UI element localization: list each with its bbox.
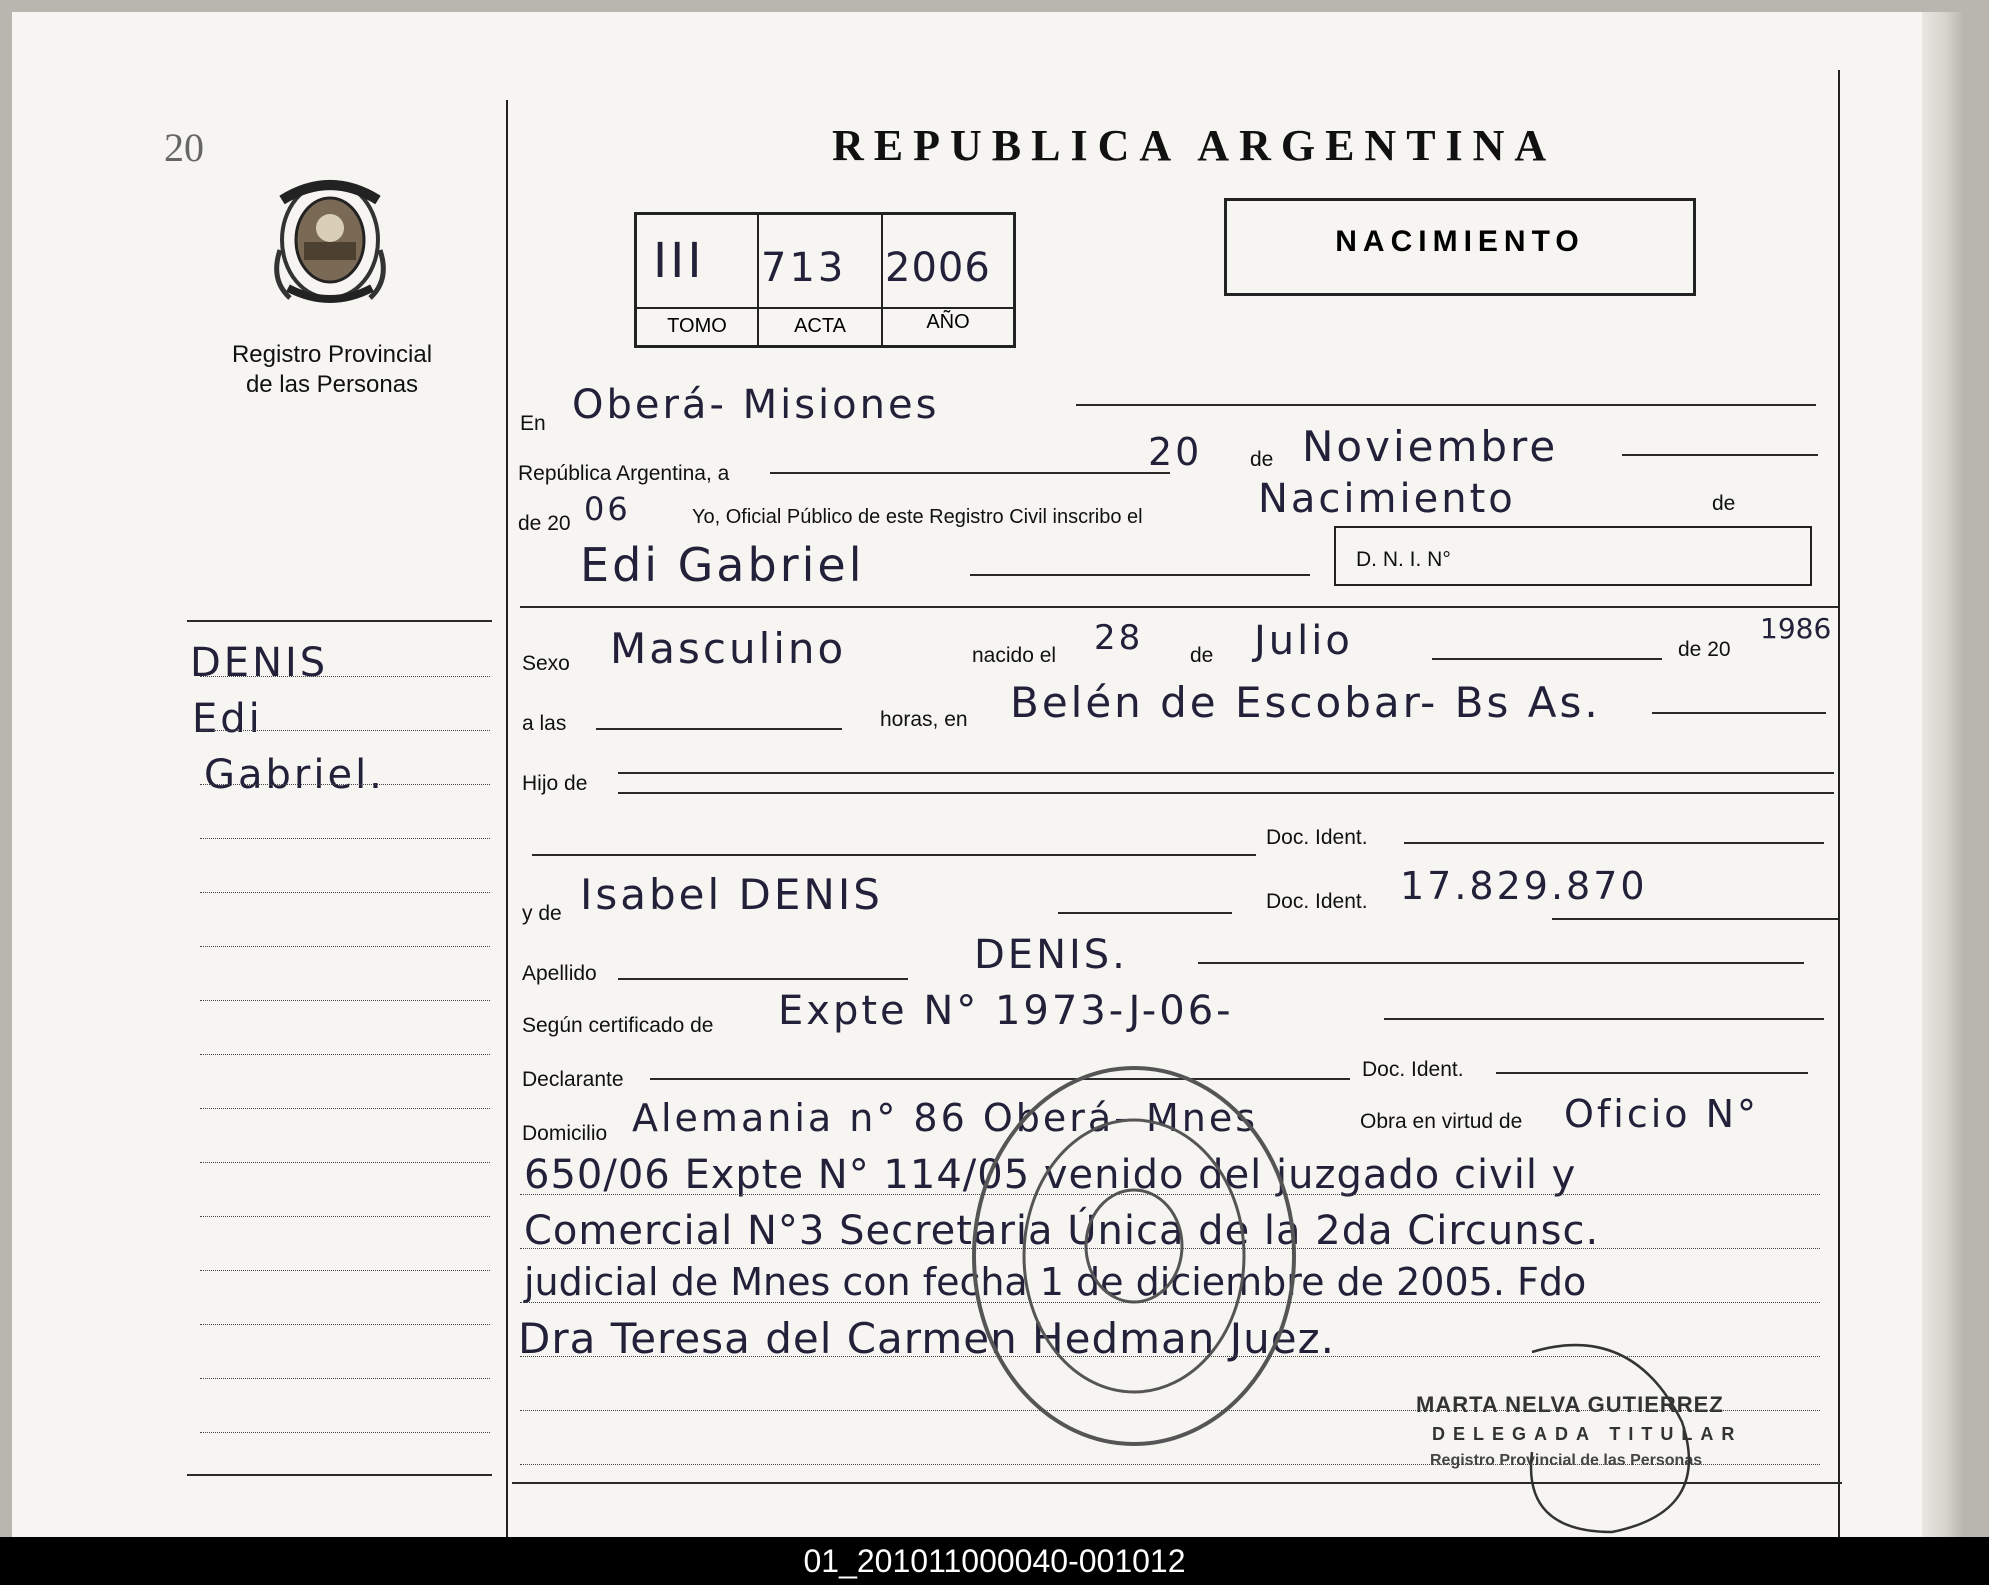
observation-line-4: Dra Teresa del Carmen Hedman Juez. — [518, 1314, 1335, 1363]
margin-ruled-line — [200, 946, 490, 947]
signature-role: DELEGADA TITULAR — [1432, 1424, 1743, 1444]
signature-name: MARTA NELVA GUTIERREZ — [1416, 1392, 1724, 1417]
certificate-value: Expte N° 1973-J-06- — [778, 988, 1234, 1034]
month-value: Noviembre — [1302, 422, 1559, 471]
dni-box — [1334, 526, 1812, 586]
margin-ruled-line — [200, 1270, 490, 1271]
page-edge — [1922, 12, 1962, 1537]
margin-ruled-line — [200, 892, 490, 893]
margin-ruled-line — [200, 1432, 490, 1433]
birth-day-value: 28 — [1094, 618, 1144, 658]
en-label: En — [520, 412, 546, 435]
country-title: REPUBLICA ARGENTINA — [832, 121, 1557, 170]
acta-value: 713 — [761, 245, 847, 291]
birth-year-value: 1986 — [1760, 612, 1832, 645]
official-stamp-icon — [964, 1056, 1304, 1456]
observation-line-1: 650/06 Expte N° 114/05 venido del juzgado civil y — [524, 1152, 1577, 1198]
margin-ruled-line — [200, 1054, 490, 1055]
margin-ruled-line — [200, 784, 490, 785]
sexo-label: Sexo — [522, 652, 570, 675]
yo-label: Yo, Oficial Público de este Registro Civil inscribo el — [692, 506, 1143, 528]
observation-ruled-line — [520, 1464, 1820, 1465]
right-border — [1838, 70, 1840, 1537]
margin-surname: DENIS — [190, 640, 329, 686]
dni-label: D. N. I. N° — [1356, 548, 1451, 571]
father-doc-label: Doc. Ident. — [1266, 826, 1368, 849]
signature-office: Registro Provincial de las Personas — [1430, 1452, 1703, 1469]
nacido-label: nacido el — [972, 644, 1057, 667]
year-value: 06 — [584, 490, 631, 528]
provincial-seal-icon — [270, 170, 390, 326]
margin-ruled-line — [200, 1324, 490, 1325]
observation-line-2: Comercial N°3 Secretaria Única de la 2da Circunsc. — [524, 1208, 1600, 1254]
margin-ruled-line — [200, 1000, 490, 1001]
observation-ruled-line — [520, 1356, 1820, 1357]
domicilio-label: Domicilio — [522, 1122, 608, 1145]
horas-label: horas, en — [880, 708, 968, 731]
registry-name: Registro Provincial de las Personas — [231, 341, 433, 398]
declarant-doc-label: Doc. Ident. — [1362, 1058, 1464, 1081]
day-value: 20 — [1148, 430, 1203, 474]
anio-label: AÑO — [926, 311, 970, 333]
mother-name-value: Isabel DENIS — [580, 870, 883, 919]
anio-value: 2006 — [885, 245, 991, 291]
declarante-label: Declarante — [522, 1068, 624, 1091]
y-de-label: y de — [522, 902, 562, 925]
observation-ruled-line — [520, 1410, 1820, 1411]
image-id-footer: 01_201011000040-001012 — [0, 1537, 1989, 1585]
margin-first-name: Edi — [192, 696, 263, 742]
birth-place-value: Belén de Escobar- Bs As. — [1010, 678, 1601, 727]
observation-ruled-line — [520, 1248, 1820, 1249]
handwritten-signature-icon — [1512, 1332, 1752, 1537]
observation-ruled-line — [520, 1194, 1820, 1195]
observation-ruled-line — [520, 1302, 1820, 1303]
mother-doc-value: 17.829.870 — [1400, 864, 1648, 908]
column-divider — [506, 100, 508, 1537]
margin-ruled-line — [200, 730, 490, 731]
year-prefix-label: de 20 — [1678, 638, 1731, 661]
record-type: NACIMIENTO — [1335, 225, 1585, 258]
record-number-table — [634, 212, 1016, 348]
surname-value: DENIS. — [974, 932, 1128, 978]
de-label-2: de — [1712, 492, 1736, 515]
tomo-value: III — [653, 233, 705, 289]
tomo-label: TOMO — [667, 315, 727, 337]
apellido-label: Apellido — [522, 962, 597, 985]
margin-top-rule — [187, 620, 492, 622]
registrant-name: Edi Gabriel — [580, 538, 865, 592]
act-type-value: Nacimiento — [1258, 476, 1516, 522]
margin-ruled-line — [200, 1162, 490, 1163]
address-value: Alemania n° 86 Oberá- Mnes — [632, 1096, 1258, 1140]
republica-label: República Argentina, a — [518, 462, 730, 485]
birth-month-value: Julio — [1254, 618, 1353, 664]
margin-ruled-line — [200, 1108, 490, 1109]
de-label-3: de — [1190, 644, 1214, 667]
obra-value: Oficio N° — [1564, 1092, 1760, 1136]
hijo-label: Hijo de — [522, 772, 588, 795]
sex-value: Masculino — [610, 624, 847, 673]
margin-second-name: Gabriel. — [204, 752, 385, 798]
birth-certificate-page — [12, 12, 1962, 1537]
margin-ruled-line — [200, 838, 490, 839]
margin-ruled-line — [200, 676, 490, 677]
acta-label: ACTA — [794, 315, 846, 337]
de-label: de — [1250, 448, 1274, 471]
de20-label: de 20 — [518, 512, 571, 535]
place-value: Oberá- Misiones — [572, 382, 940, 428]
a-las-label: a las — [522, 712, 567, 735]
record-type-box — [1224, 198, 1696, 296]
page-number: 20 — [164, 125, 204, 170]
margin-bottom-rule — [187, 1474, 492, 1476]
mother-doc-label: Doc. Ident. — [1266, 890, 1368, 913]
segun-label: Según certificado de — [522, 1014, 714, 1037]
observation-line-3: judicial de Mnes con fecha 1 de diciembre de 2005. Fdo — [524, 1260, 1587, 1304]
obra-label: Obra en virtud de — [1360, 1110, 1523, 1133]
margin-ruled-line — [200, 1216, 490, 1217]
margin-ruled-line — [200, 1378, 490, 1379]
